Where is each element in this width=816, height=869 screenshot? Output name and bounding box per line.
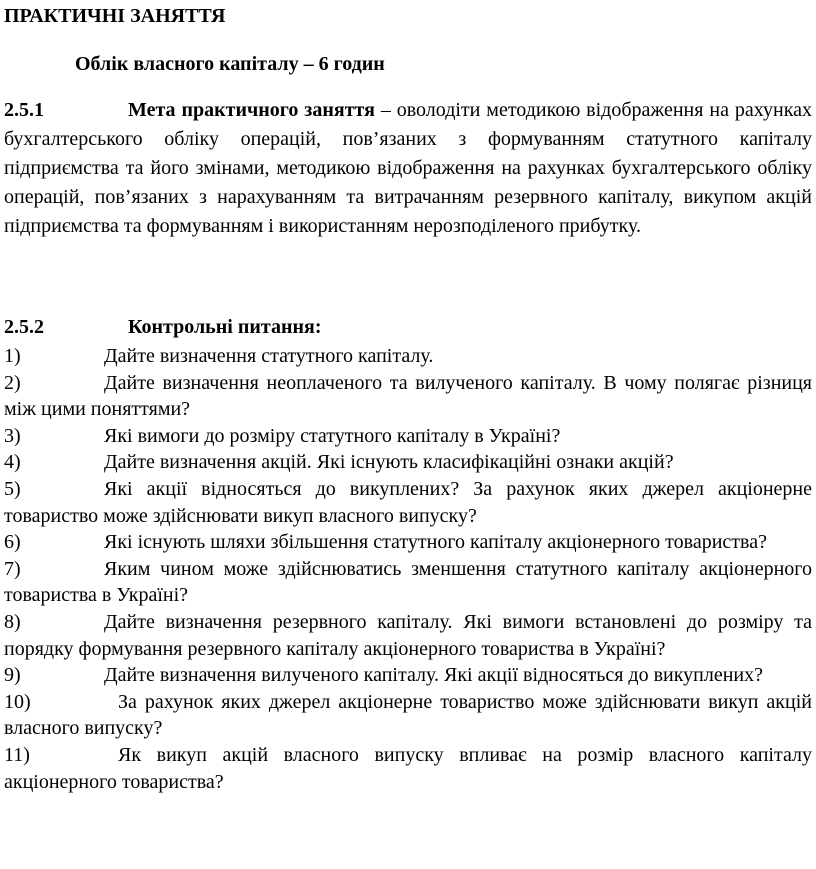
question-item <box>4 529 812 556</box>
question-number: 9) <box>4 664 21 687</box>
question-item <box>4 370 812 423</box>
question-item <box>4 449 812 476</box>
question-text: За рахунок яких джерел акціонерне товариство може здійснювати викуп акцій власного випуску? <box>4 690 812 740</box>
question-item <box>4 609 812 662</box>
question-text: Які існують шляхи збільшення статутного капіталу акціонерного товариства? <box>104 531 767 554</box>
goal-section-label: Мета практичного заняття <box>128 99 375 121</box>
question-number: 5) <box>4 477 21 500</box>
question-text: Які акції відносяться до викуплених? За рахунок яких джерел акціонерне товариство може здійснювати викуп власного випуску? <box>4 477 812 527</box>
page-subtitle: Облік власного капіталу – 6 годин <box>75 53 385 75</box>
question-number: 10) <box>4 690 31 713</box>
question-number: 7) <box>4 557 21 580</box>
goal-section-text: – оволодіти методикою відображення на рахунках бухгалтерського обліку операцій, пов’язаних з формуванням статутного капіталу підприємства та його змінами, методикою відображення на рахунках бухгалтерського обліку операцій, пов’язаних з нарахуванням та витрачанням резервного капіталу, викупом акцій підприємства та формуванням і використанням нерозподіленого прибутку. <box>4 99 812 237</box>
question-text: Які вимоги до розміру статутного капіталу в Україні? <box>104 424 561 447</box>
question-number: 2) <box>4 371 21 394</box>
question-item <box>4 556 812 609</box>
question-item <box>4 423 812 450</box>
question-text: Дайте визначення резервного капіталу. Які вимоги встановлені до розміру та порядку формування резервного капіталу акціонерного товариства в Україні? <box>4 610 812 660</box>
question-number: 3) <box>4 424 21 447</box>
page-title: ПРАКТИЧНІ ЗАНЯТТЯ <box>4 5 226 27</box>
question-text: Дайте визначення акцій. Які існують класифікаційні ознаки акцій? <box>104 451 674 474</box>
question-text: Як викуп акцій власного випуску впливає на розмір власного капіталу акціонерного товариства? <box>4 743 812 793</box>
question-text: Дайте визначення неоплаченого та вилученого капіталу. В чому полягає різниця між цими поняттями? <box>4 371 812 421</box>
question-item <box>4 689 812 742</box>
questions-heading <box>4 314 812 340</box>
question-text: Дайте визначення статутного капіталу. <box>104 345 434 367</box>
question-number: 11) <box>4 743 30 766</box>
question-text: Яким чином може здійснюватись зменшення статутного капіталу акціонерного товариства в Україні? <box>4 557 812 607</box>
question-number: 8) <box>4 610 21 633</box>
question-number: 1) <box>4 345 21 367</box>
question-item <box>4 742 812 795</box>
question-number: 4) <box>4 451 21 474</box>
goal-section <box>4 96 812 241</box>
question-item <box>4 662 812 689</box>
questions-list <box>4 343 812 795</box>
questions-section <box>4 314 812 795</box>
questions-section-number: 2.5.2 <box>4 316 44 338</box>
question-text: Дайте визначення вилученого капіталу. Які акції відносяться до викуплених? <box>104 664 763 687</box>
question-item <box>4 343 812 370</box>
question-number: 6) <box>4 531 21 554</box>
goal-section-number: 2.5.1 <box>4 99 44 121</box>
questions-section-label: Контрольні питання: <box>128 316 322 338</box>
question-item <box>4 476 812 529</box>
